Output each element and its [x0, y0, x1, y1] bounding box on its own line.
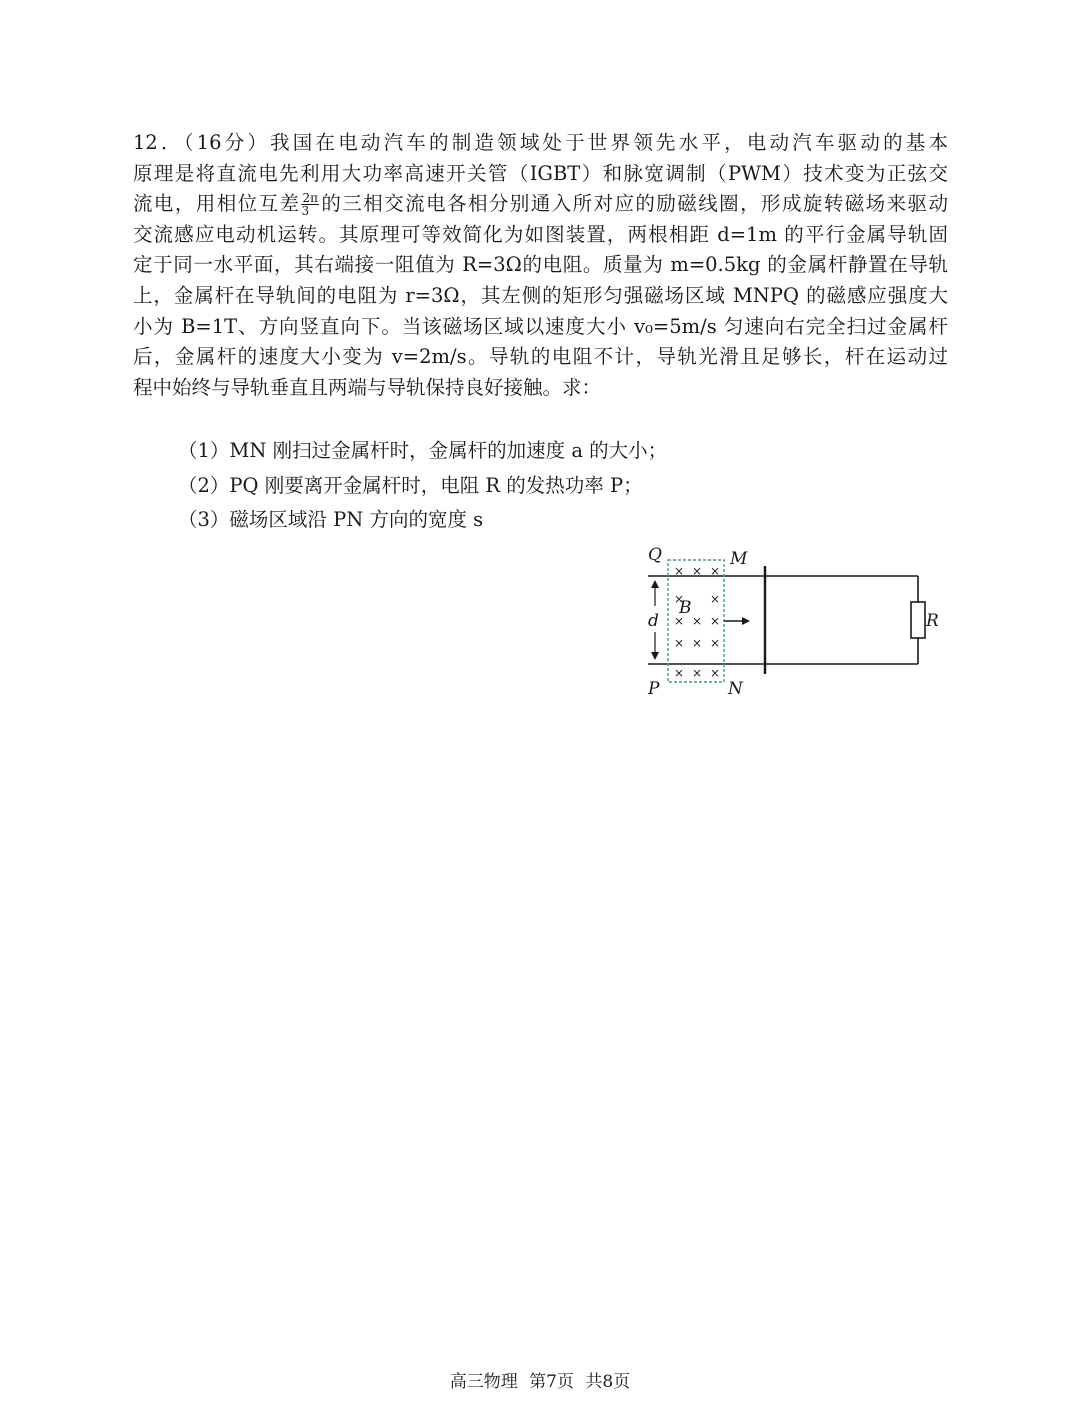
circuit-svg: [638, 540, 938, 705]
svg-text:×: ×: [674, 666, 685, 680]
problem-line-3: 流电，用相位互差 $\frac{2\pi}{3}$ 的三相交流电各相分别通入所对应的励磁线圈，形成旋转磁场来驱动: [133, 191, 948, 219]
label-B: B: [679, 598, 692, 618]
problem-text: [133, 128, 948, 403]
question-3: （3）磁场区域沿 PN 方向的宽度 s: [178, 508, 484, 531]
label-Q: Q: [648, 545, 662, 565]
label-d: d: [648, 611, 659, 631]
label-N: N: [728, 679, 743, 699]
svg-text:×: ×: [710, 636, 721, 650]
problem-line-1: 12．（16分）我国在电动汽车的制造领域处于世界领先水平，电动汽车驱动的基本: [133, 131, 948, 154]
problem-line-7: 小为 B=1T、方向竖直向下。当该磁场区域以速度大小 v₀=5m/s 匀速向右完全扫过金属杆: [133, 314, 948, 338]
problem-line-6: 上，金属杆在导轨间的电阻为 r=3Ω，其左侧的矩形匀强磁场区域 MNPQ 的磁感应强度大: [133, 283, 948, 307]
svg-text:×: ×: [710, 592, 721, 606]
svg-text:×: ×: [692, 564, 703, 578]
svg-text:×: ×: [692, 666, 703, 680]
velocity-arrow: [742, 617, 750, 625]
question-2: （2）PQ 刚要离开金属杆时，电阻 R 的发热功率 P；: [178, 474, 643, 497]
resistor: [911, 602, 925, 638]
problem-line-8: 后，金属杆的速度大小变为 v=2m/s。导轨的电阻不计，导轨光滑且足够长，杆在运动过: [133, 345, 948, 369]
svg-text:×: ×: [692, 636, 703, 650]
svg-text:×: ×: [674, 564, 685, 578]
label-P: P: [648, 679, 660, 699]
svg-text:×: ×: [674, 592, 685, 606]
svg-text:×: ×: [710, 564, 721, 578]
circuit-diagram: [638, 540, 938, 705]
svg-text:×: ×: [674, 636, 685, 650]
label-M: M: [730, 549, 748, 569]
d-arrow-up: [651, 580, 659, 588]
d-arrow-down: [651, 652, 659, 660]
problem-line-9: 程中始终与导轨垂直且两端与导轨保持良好接触。求：: [133, 375, 602, 399]
svg-text:×: ×: [674, 614, 685, 628]
svg-text:×: ×: [692, 614, 703, 628]
problem-line-4: 交流感应电动机运转。其原理可等效简化为如图装置，两根相距 d=1m 的平行金属导轨固: [133, 222, 948, 246]
question-1: （1）MN 刚扫过金属杆时，金属杆的加速度 a 的大小；: [178, 439, 668, 462]
svg-text:×: ×: [710, 614, 721, 628]
problem-line-5: 定于同一水平面，其右端接一阻值为 R=3Ω的电阻。质量为 m=0.5kg 的金属杆静置在导轨: [133, 253, 948, 277]
phase-fraction: $\frac{2\pi}{3}$: [301, 191, 318, 219]
page-footer: 高三物理 第7页 共8页: [449, 1372, 631, 1392]
problem-line-2: 原理是将直流电先利用大功率高速开关管（IGBT）和脉宽调制（PWM）技术变为正弦交: [133, 161, 948, 185]
field-crosses: [674, 564, 720, 680]
problem-number: 12．（16分）: [133, 131, 271, 154]
svg-text:×: ×: [710, 666, 721, 680]
label-R: R: [926, 611, 938, 631]
